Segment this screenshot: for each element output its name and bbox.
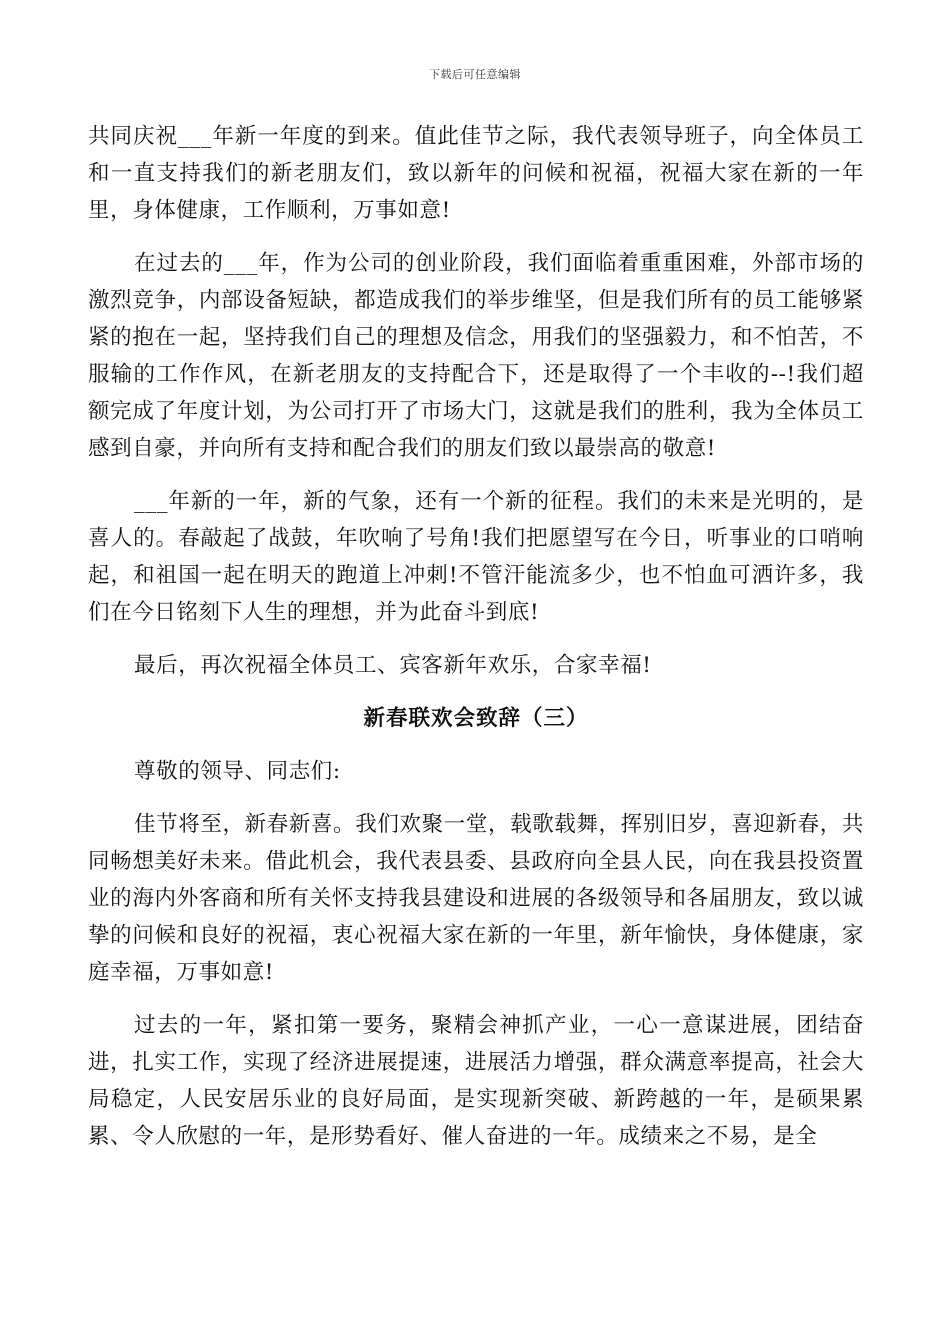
- paragraph-7: 过去的一年，紧扣第一要务，聚精会神抓产业，一心一意谋进展，团结奋进，扎实工作，实现了经济进展提速，进展活力增强，群众满意率提高，社会大局稳定，人民安居乐业的良好局面，是实现新突破、新跨越的一年，是硕果累累、令人欣慰的一年，是形势看好、催人奋进的一年。成绩来之不易，是全: [88, 1013, 864, 1149]
- paragraph-1: 共同庆祝___年新一年度的到来。值此佳节之际，我代表领导班子，向全体员工和一直支持我们的新老朋友们，致以新年的问候和祝福，祝福大家在新的一年里，身体健康，工作顺利，万事如意!: [88, 124, 864, 223]
- paragraph-2: 在过去的___年，作为公司的创业阶段，我们面临着重重困难，外部市场的激烈竞争，内部设备短缺，都造成我们的举步维坚，但是我们所有的员工能够紧紧的抱在一起，坚持我们自己的理想及信念，用我们的坚强毅力，和不怕苦，不服输的工作作风，在新老朋友的支持配合下，还是取得了一个丰收的--!我们超额完成了年度计划，为公司打开了市场大门，这就是我们的胜利，我为全体员工感到自豪，并向所有支持和配合我们的朋友们致以最崇高的敬意!: [88, 251, 864, 461]
- paragraph-3: ___年新的一年，新的气象，还有一个新的征程。我们的未来是光明的，是喜人的。春敲起了战鼓，年吹响了号角!我们把愿望写在今日，听事业的口哨响起，和祖国一起在明天的跑道上冲刺!不管汗能流多少，也不怕血可洒许多，我们在今日铭刻下人生的理想，并为此奋斗到底!: [88, 489, 864, 625]
- paragraph-6: 佳节将至，新春新喜。我们欢聚一堂，载歌载舞，挥别旧岁，喜迎新春，共同畅想美好未来。借此机会，我代表县委、县政府向全县人民，向在我县投资置业的海内外客商和所有关怀支持我县建设和进展的各级领导和各届朋友，致以诚挚的问候和良好的祝福，衷心祝福大家在新的一年里，新年愉快，身体健康，家庭幸福，万事如意!: [88, 812, 864, 985]
- salutation: 尊敬的领导、同志们:: [134, 759, 341, 784]
- header-note: 下载后可任意编辑: [429, 68, 521, 81]
- section-title: 新春联欢会致辞（三）: [363, 706, 589, 731]
- paragraph-4: 最后，再次祝福全体员工、宾客新年欢乐，合家幸福!: [134, 653, 652, 678]
- document-body: [88, 118, 864, 1171]
